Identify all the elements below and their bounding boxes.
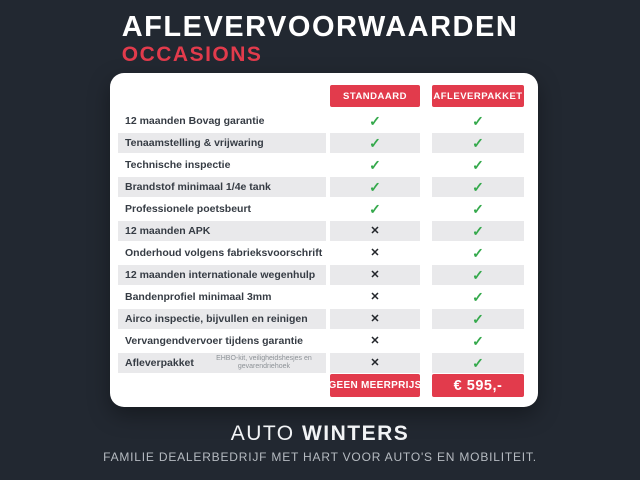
check-icon: ✓: [472, 245, 484, 261]
row-label-cell: [118, 133, 326, 153]
afleverpakket-cell: [432, 177, 524, 197]
table-row: [110, 308, 538, 330]
standaard-cell: [330, 221, 420, 241]
row-label: Onderhoud volgens fabrieksvoorschrift: [125, 247, 323, 259]
page-title: AFLEVERVOORWAARDEN: [121, 11, 519, 43]
row-label: 12 maanden internationale wegenhulp: [125, 269, 316, 281]
table-row: [110, 286, 538, 308]
standaard-cell: [330, 177, 420, 197]
column-header-afleverpakket: AFLEVERPAKKET: [432, 85, 524, 107]
afleverpakket-cell: [432, 133, 524, 153]
table-rows: [110, 110, 538, 374]
afleverpakket-cell: [432, 221, 524, 241]
row-label-cell: [118, 287, 326, 307]
cross-icon: ✕: [370, 224, 380, 237]
afleverpakket-cell: [432, 331, 524, 351]
row-label: Brandstof minimaal 1/4e tank: [125, 181, 271, 193]
check-icon: ✓: [472, 289, 484, 305]
table-row: [110, 352, 538, 374]
check-icon: ✓: [472, 201, 484, 217]
table-row: [110, 154, 538, 176]
standaard-cell: [330, 353, 420, 373]
table-row: [110, 220, 538, 242]
column-header-standaard: STANDAARD: [330, 85, 420, 107]
check-icon: ✓: [472, 355, 484, 371]
row-label-cell: [118, 331, 326, 351]
row-label: 12 maanden Bovag garantie: [125, 115, 265, 127]
cross-icon: ✕: [370, 356, 380, 369]
check-icon: ✓: [369, 157, 381, 173]
row-label: Airco inspectie, bijvullen en reinigen: [125, 313, 308, 325]
standaard-cell: [330, 199, 420, 219]
standaard-cell: [330, 243, 420, 263]
table-row: [110, 330, 538, 352]
check-icon: ✓: [472, 311, 484, 327]
page-header: [0, 12, 640, 66]
row-label-cell: [118, 111, 326, 131]
afleverpakket-cell: [432, 309, 524, 329]
cross-icon: ✕: [370, 246, 380, 259]
cross-icon: ✕: [370, 290, 380, 303]
standaard-cell: [330, 287, 420, 307]
row-label-cell: [118, 199, 326, 219]
cross-icon: ✕: [370, 334, 380, 347]
standaard-cell: [330, 309, 420, 329]
row-label: 12 maanden APK: [125, 225, 211, 237]
afleverpakket-cell: [432, 265, 524, 285]
page-subtitle: OCCASIONS: [121, 43, 263, 67]
check-icon: ✓: [369, 179, 381, 195]
check-icon: ✓: [472, 267, 484, 283]
row-label: Tenaamstelling & vrijwaring: [125, 137, 264, 149]
table-row: [110, 132, 538, 154]
afleverpakket-cell: [432, 353, 524, 373]
table-row: [110, 264, 538, 286]
brand-prefix: AUTO: [230, 422, 302, 445]
check-icon: ✓: [369, 135, 381, 151]
row-label-cell: [118, 177, 326, 197]
check-icon: ✓: [472, 179, 484, 195]
check-icon: ✓: [369, 113, 381, 129]
comparison-panel: [110, 73, 538, 407]
standaard-cell: [330, 133, 420, 153]
check-icon: ✓: [369, 201, 381, 217]
standaard-cell: [330, 155, 420, 175]
standaard-cell: [330, 265, 420, 285]
row-note: EHBO-kit, veiligheidshesjes en gevarendriehoek: [216, 354, 312, 370]
afleverpakket-cell: [432, 243, 524, 263]
standaard-cell: [330, 331, 420, 351]
table-row: [110, 198, 538, 220]
row-label-cell: [118, 155, 326, 175]
check-icon: ✓: [472, 157, 484, 173]
standaard-cell: [330, 111, 420, 131]
table-row: [110, 176, 538, 198]
afleverpakket-cell: [432, 199, 524, 219]
brand-name: WINTERS: [301, 422, 410, 445]
afleverpakket-cell: [432, 111, 524, 131]
table-row: [110, 110, 538, 132]
cross-icon: ✕: [370, 312, 380, 325]
row-label: Technische inspectie: [125, 159, 231, 171]
table-row: [110, 242, 538, 264]
dealer-brand: [0, 422, 640, 446]
check-icon: ✓: [472, 223, 484, 239]
row-label-cell: [118, 243, 326, 263]
price-badge-standaard: GEEN MEERPRIJS: [330, 374, 420, 397]
row-label: Vervangendvervoer tijdens garantie: [125, 335, 303, 347]
row-label-cell: [118, 265, 326, 285]
afleverpakket-cell: [432, 155, 524, 175]
afleverpakket-cell: [432, 287, 524, 307]
row-label: Professionele poetsbeurt: [125, 203, 252, 215]
check-icon: ✓: [472, 113, 484, 129]
cross-icon: ✕: [370, 268, 380, 281]
header-text-block: [122, 12, 519, 66]
price-badge-afleverpakket: € 595,-: [432, 374, 524, 397]
dealer-tagline: FAMILIE DEALERBEDRIJF MET HART VOOR AUTO'S EN MOBILITEIT.: [103, 450, 537, 464]
check-icon: ✓: [472, 135, 484, 151]
row-label-cell: [118, 221, 326, 241]
check-icon: ✓: [472, 333, 484, 349]
row-label-cell: [118, 353, 326, 373]
row-label-cell: [118, 309, 326, 329]
row-label: Bandenprofiel minimaal 3mm: [125, 291, 272, 303]
row-label: Afleverpakket: [125, 357, 194, 369]
